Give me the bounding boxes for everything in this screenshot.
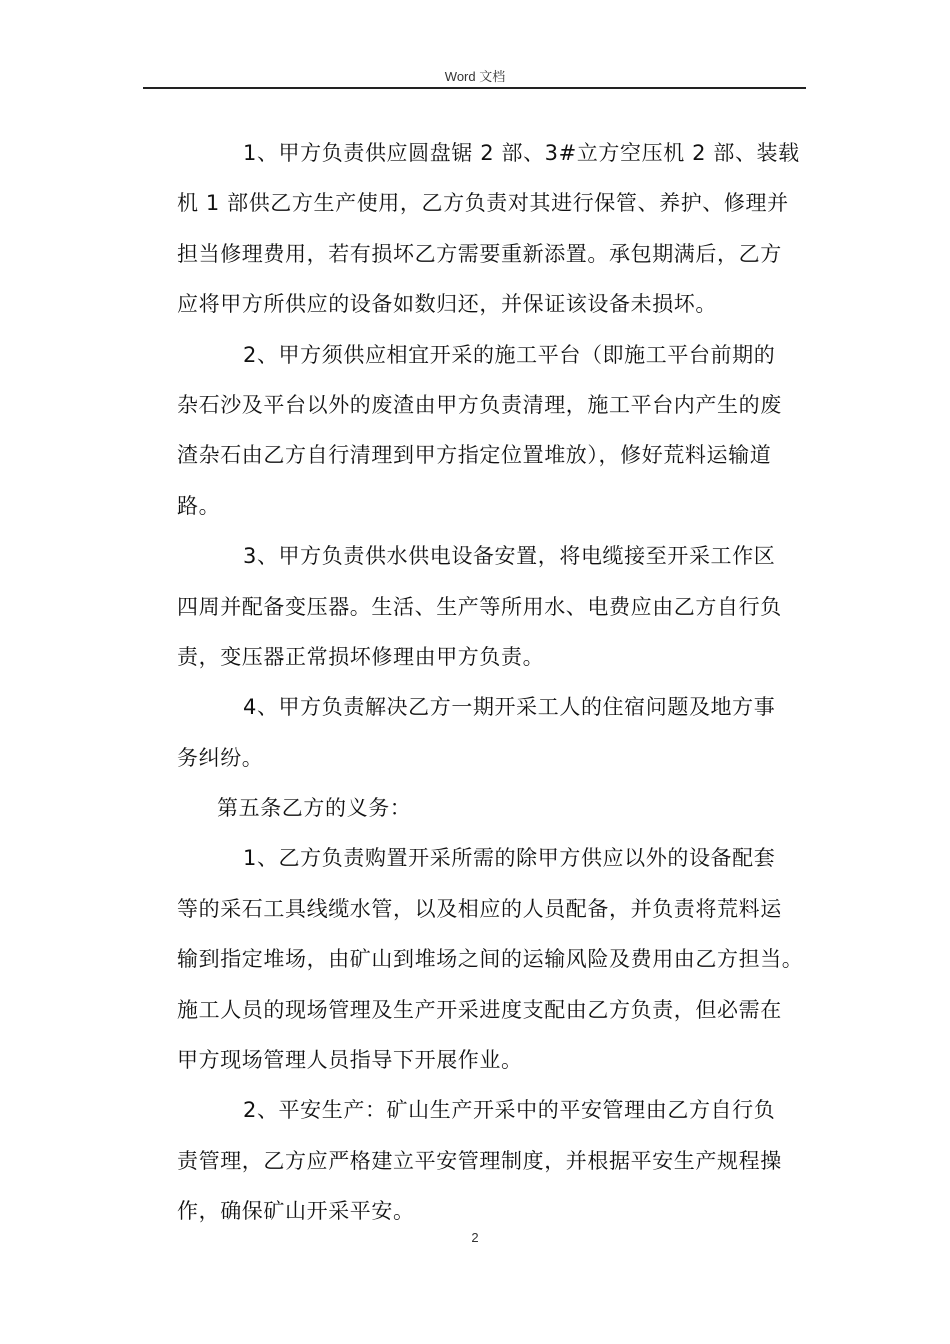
paragraph-line: 1、乙方负责购置开采所需的除甲方供应以外的设备配套 [243,846,776,871]
paragraph-line: 四周并配备变压器。生活、生产等所用水、电费应由乙方自行负 [177,594,782,619]
header-divider [143,87,806,89]
paragraph-line: 2、甲方须供应相宜开采的施工平台（即施工平台前期的 [243,342,776,367]
paragraph-line: 机 1 部供乙方生产使用，乙方负责对其进行保管、养护、修理并 [177,191,789,216]
paragraph-line: 3、甲方负责供水供电设备安置，将电缆接至开采工作区 [243,544,776,569]
paragraph-line: 等的采石工具线缆水管，以及相应的人员配备，并负责将荒料运 [177,896,782,921]
paragraph-line: 担当修理费用，若有损坏乙方需要重新添置。承包期满后，乙方 [177,241,782,266]
paragraph-line: 1、甲方负责供应圆盘锯 2 部、3#立方空压机 2 部、装载 [243,141,800,165]
page-header-title: Word 文档 [444,69,506,84]
paragraph-line: 甲方现场管理人员指导下开展作业。 [177,1048,523,1073]
paragraph-line: 输到指定堆场，由矿山到堆场之间的运输风险及费用由乙方担当。 [177,947,804,972]
page-number: 2 [471,1230,479,1245]
paragraph-line: 渣杂石由乙方自行清理到甲方指定位置堆放），修好荒料运输道 [177,443,772,468]
paragraph-line: 应将甲方所供应的设备如数归还，并保证该设备未损坏。 [177,292,717,317]
paragraph-line: 4、甲方负责解决乙方一期开采工人的住宿问题及地方事 [243,695,776,720]
paragraph-line: 路。 [177,493,221,518]
paragraph-line: 施工人员的现场管理及生产开采进度支配由乙方负责，但必需在 [177,997,782,1022]
paragraph-line: 务纠纷。 [177,745,264,770]
paragraph-line: 杂石沙及平台以外的废渣由甲方负责清理，施工平台内产生的废 [177,392,782,417]
paragraph-line: 责，变压器正常损坏修理由甲方负责。 [177,644,545,669]
section-heading: 第五条乙方的义务： [217,796,412,821]
paragraph-line: 作，确保矿山开采平安。 [177,1199,415,1224]
paragraph-line: 2、平安生产：矿山生产开采中的平安管理由乙方自行负 [243,1098,776,1123]
document-body [177,128,817,1237]
paragraph-line: 责管理，乙方应严格建立平安管理制度，并根据平安生产规程操 [177,1148,782,1173]
